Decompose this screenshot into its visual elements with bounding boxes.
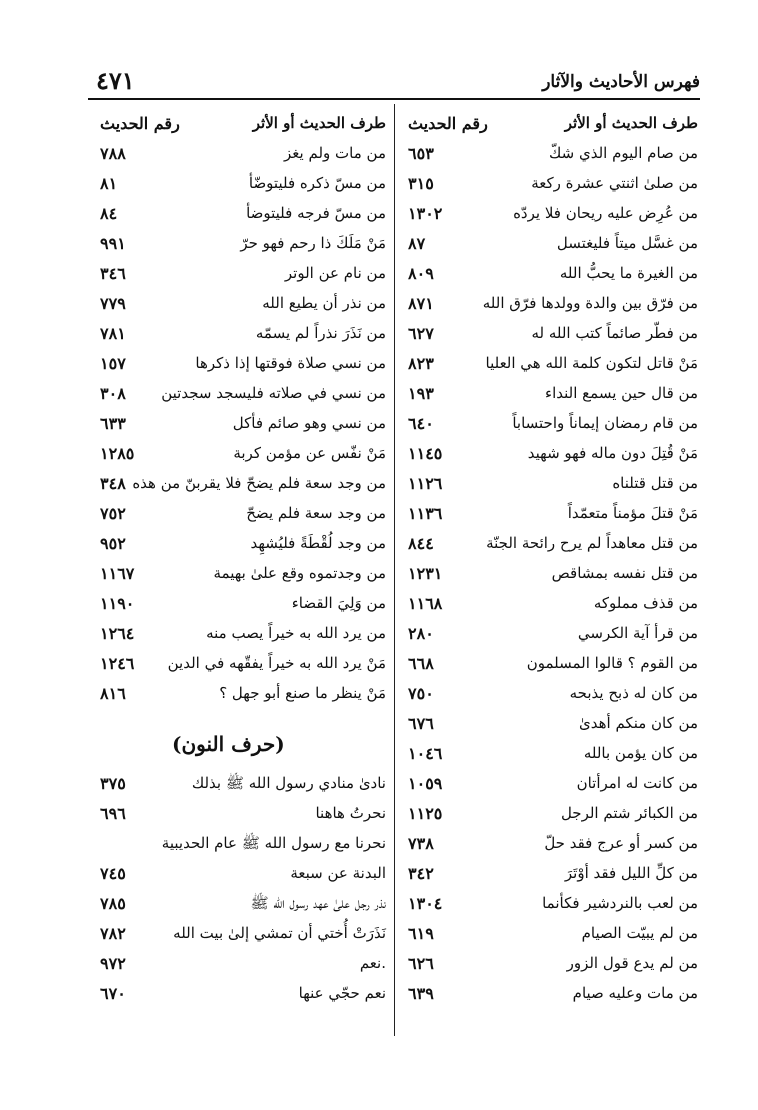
index-entry (92, 800, 388, 830)
index-entry (402, 950, 698, 980)
entry-text: من الغيرة ما يحبُّ الله (559, 264, 698, 282)
index-entry (402, 170, 698, 200)
index-entry (402, 530, 698, 560)
index-entry (402, 470, 698, 500)
entry-number: ١٠٤٦ (408, 744, 443, 763)
entry-number: ٧٨١ (100, 324, 126, 343)
entry-text: من لعب بالنردشير فكأنما (542, 894, 698, 912)
entry-number: ٨٠٩ (408, 264, 434, 283)
entry-number: ١٢٦٤ (100, 624, 135, 643)
left-column (92, 110, 388, 1010)
entry-text: من عُرِض عليه ريحان فلا يردّه (513, 204, 698, 222)
column-number-title: رقم الحديث (408, 114, 488, 133)
entry-text: نذر رجل علىٰ عهد رسول الله ﷺ (250, 894, 386, 912)
entry-number: ٣١٥ (408, 174, 434, 193)
entry-number: ١١٩٠ (100, 594, 135, 613)
index-entry (402, 350, 698, 380)
index-entry (402, 260, 698, 290)
index-entry (402, 650, 698, 680)
section-heading (92, 710, 388, 770)
entry-text: من وَلِيَ القضاء (291, 594, 386, 612)
entry-text: من وجد سعة فلم يضحّ فلا يقربنّ من هذه (132, 474, 386, 492)
index-entry (92, 620, 388, 650)
entry-text: من قتل قتلناه (612, 474, 698, 492)
entry-text: من نام عن الوتر (284, 264, 386, 282)
column-header (92, 110, 388, 140)
entry-text: من قتل نفسه بمشاقص (551, 564, 698, 582)
column-header (402, 110, 698, 140)
entry-text: من كان له ذبح يذبحه (569, 684, 698, 702)
entry-number: ١٢٣١ (408, 564, 443, 583)
entry-text: من القوم ؟ قالوا المسلمون (526, 654, 698, 672)
entry-number: ٦٣٣ (100, 414, 126, 433)
entry-text: من كلِّ الليل فقد أوْتَرَ (564, 864, 698, 882)
entry-number: ٩٥٢ (100, 534, 126, 553)
entry-number: ١٥٧ (100, 354, 126, 373)
entry-text: من وجد لُقْطَةً فليُشهِد (250, 534, 386, 552)
entry-number: ٣٤٢ (408, 864, 434, 883)
index-entry (92, 560, 388, 590)
entry-text: من نذر أن يطيع الله (262, 294, 386, 312)
entry-text: من فطّر صائماً كتب الله له (531, 324, 698, 342)
index-entry (92, 950, 388, 980)
entry-number: ٦٣٩ (408, 984, 434, 1003)
entry-text: من صام اليوم الذي شكّ (549, 144, 698, 162)
index-entry (402, 800, 698, 830)
index-entry (402, 200, 698, 230)
entry-number: ٦٤٠ (408, 414, 434, 433)
entry-number: ١٩٣ (408, 384, 434, 403)
entry-text: من قذف مملوكه (593, 594, 698, 612)
index-entry (402, 590, 698, 620)
column-title: طرف الحديث أو الأثر (564, 114, 698, 132)
entry-text: من لم يدع قول الزور (566, 954, 698, 972)
index-entry (92, 830, 388, 860)
index-entry (402, 620, 698, 650)
index-entry (402, 680, 698, 710)
entry-number: ١٢٤٦ (100, 654, 135, 673)
index-entry (92, 770, 388, 800)
entry-text: من نسي صلاة فوقتها إذا ذكرها (195, 354, 386, 372)
page-number: ٤٧١ (96, 66, 135, 95)
entry-number: ١٣٠٢ (408, 204, 443, 223)
entry-number: ٨١ (100, 174, 118, 193)
entry-number: ١١٢٦ (408, 474, 443, 493)
entry-text: نحرتُ هاهنا (315, 804, 386, 822)
index-entry (92, 380, 388, 410)
entry-text: نَذَرَتْ أُختي أن تمشي إلىٰ بيت الله (173, 924, 386, 942)
index-entry (402, 140, 698, 170)
index-entry (92, 980, 388, 1010)
entry-number: ٧٥٢ (100, 504, 126, 523)
page-title: فهرس الأحاديث والآثار (542, 72, 700, 92)
index-entry (92, 410, 388, 440)
index-entry (92, 440, 388, 470)
index-entry (402, 320, 698, 350)
column-divider (394, 104, 395, 1036)
entry-text: من فرّق بين والدة وولدها فرّق الله (482, 294, 698, 312)
entry-text: من مات وعليه صيام (572, 984, 698, 1002)
index-entry (402, 860, 698, 890)
entry-number: ٢٨٠ (408, 624, 434, 643)
entry-number: ١١٤٥ (408, 444, 443, 463)
entry-text: نعم حجّي عنها (298, 984, 386, 1002)
index-entry (92, 200, 388, 230)
entry-number: ٣٠٨ (100, 384, 126, 403)
index-entry (402, 830, 698, 860)
entry-text: من مسّ فرجه فليتوضأ (246, 204, 386, 222)
index-entry (92, 140, 388, 170)
entry-text: من وجدتموه وقع علىٰ بهيمة (213, 564, 386, 582)
index-entry (402, 290, 698, 320)
entry-number: ٧٨٨ (100, 144, 126, 163)
entry-number: ١١٢٥ (408, 804, 443, 823)
index-entry (402, 740, 698, 770)
entry-text: نادىٰ منادي رسول الله ﷺ بذلك (191, 774, 386, 792)
index-entry (92, 350, 388, 380)
entry-number: ١٢٨٥ (100, 444, 135, 463)
entry-number: ٧٨٥ (100, 894, 126, 913)
entry-number: ٣٧٥ (100, 774, 126, 793)
entry-text: البدنة عن سبعة (290, 864, 386, 882)
entry-number: ٩٩١ (100, 234, 126, 253)
entry-text: مَنْ ينظر ما صنع أبو جهل ؟ (219, 684, 386, 702)
entry-text: من قتل معاهداً لم يرح رائحة الجنّة (486, 534, 698, 552)
entry-number: ٧٥٠ (408, 684, 434, 703)
entry-number: ٨٧١ (408, 294, 434, 313)
index-entry (92, 650, 388, 680)
section-heading-text: (حرف النون) (172, 732, 285, 756)
entry-number: ٦٦٨ (408, 654, 434, 673)
entry-number: ١١٦٨ (408, 594, 443, 613)
index-entry (92, 260, 388, 290)
index-entry (92, 590, 388, 620)
index-entry (92, 500, 388, 530)
entry-number: ٨١٦ (100, 684, 126, 703)
index-entry (92, 920, 388, 950)
entry-text: من نسي في صلاته فليسجد سجدتين (161, 384, 386, 402)
entry-text: من قال حين يسمع النداء (545, 384, 698, 402)
entry-number: ٨٢٣ (408, 354, 434, 373)
entry-number: ٦٧٦ (408, 714, 434, 733)
entry-text: مَنْ قاتل لتكون كلمة الله هي العليا (485, 354, 698, 372)
entry-number: ٧٧٩ (100, 294, 126, 313)
index-entry (402, 920, 698, 950)
index-entry (92, 290, 388, 320)
index-entry (92, 860, 388, 890)
entry-number: ٦٧٠ (100, 984, 126, 1003)
entry-number: ١٣٠٤ (408, 894, 443, 913)
index-entry (402, 440, 698, 470)
index-entry (402, 980, 698, 1010)
entry-text: من الكبائر شتم الرجل (560, 804, 698, 822)
entry-number: ٦٩٦ (100, 804, 126, 823)
entry-text: من كان يؤمن بالله (583, 744, 698, 762)
entry-text: .نعم (359, 954, 386, 972)
entry-number: ٦٥٣ (408, 144, 434, 163)
entry-number: ٧٨٢ (100, 924, 126, 943)
entry-text: نحرنا مع رسول الله ﷺ عام الحديبية (161, 834, 386, 852)
entry-number: ١١٦٧ (100, 564, 135, 583)
entry-text: مَنْ قتلَ مؤمناً متعمّداً (567, 504, 698, 522)
entry-text: من غسَّل ميتاً فليغتسل (556, 234, 698, 252)
entry-number: ٦٢٧ (408, 324, 434, 343)
entry-number: ٩٧٢ (100, 954, 126, 973)
entry-text: مَنْ مَلَكَ ذا رحم فهو حرّ (240, 234, 386, 252)
entry-number: ٣٤٨ (100, 474, 126, 493)
entry-text: مَنْ يرد الله به خيراً يفقّهه في الدين (167, 654, 386, 672)
index-entry (402, 890, 698, 920)
entry-text: من كان منكم أهدىٰ (578, 714, 698, 732)
entry-text: مَنْ قُتِلَ دون ماله فهو شهيد (527, 444, 698, 462)
page-header (88, 66, 700, 100)
index-entry (92, 170, 388, 200)
index-entry (92, 320, 388, 350)
index-entry (402, 500, 698, 530)
entry-number: ٨٤٤ (408, 534, 434, 553)
entry-number: ٨٧ (408, 234, 426, 253)
index-entry (92, 890, 388, 920)
entry-text: من قام رمضان إيماناً واحتساباً (512, 414, 698, 432)
entry-number: ٧٣٨ (408, 834, 434, 853)
entry-text: من لم يبيّت الصيام (581, 924, 698, 942)
index-entry (92, 530, 388, 560)
entry-text: من يرد الله به خيراً يصب منه (206, 624, 386, 642)
index-entry (402, 710, 698, 740)
entry-number: ٧٤٥ (100, 864, 126, 883)
entry-text: من كانت له امرأتان (576, 774, 698, 792)
entry-number: ١١٣٦ (408, 504, 443, 523)
index-entry (92, 230, 388, 260)
entry-text: مَنْ نفّس عن مؤمن كربة (233, 444, 386, 462)
index-entry (402, 560, 698, 590)
index-entry (402, 230, 698, 260)
entry-number: ١٠٥٩ (408, 774, 443, 793)
entry-text: من قرأ آية الكرسي (577, 624, 698, 642)
index-entry (402, 410, 698, 440)
column-number-title: رقم الحديث (100, 114, 180, 133)
entry-text: من نسي وهو صائم فأكل (232, 414, 386, 432)
entry-number: ٨٤ (100, 204, 118, 223)
index-entry (92, 470, 388, 500)
entry-text: من كسر أو عرج فقد حلّ (544, 834, 698, 852)
entry-text: من نَذَرَ نذراً لم يسمّه (255, 324, 386, 342)
index-entry (402, 380, 698, 410)
entry-number: ٦١٩ (408, 924, 434, 943)
right-column (402, 110, 698, 1010)
entry-text: من مات ولم يغز (284, 144, 386, 162)
index-entry (92, 680, 388, 710)
entry-text: من وجد سعة فلم يضحّ (246, 504, 386, 522)
entry-number: ٣٤٦ (100, 264, 126, 283)
column-title: طرف الحديث أو الأثر (252, 114, 386, 132)
entry-text: من صلىٰ اثنتي عشرة ركعة (531, 174, 698, 192)
entry-number: ٦٢٦ (408, 954, 434, 973)
entry-text: من مسّ ذكره فليتوضّأ (248, 174, 386, 192)
index-entry (402, 770, 698, 800)
